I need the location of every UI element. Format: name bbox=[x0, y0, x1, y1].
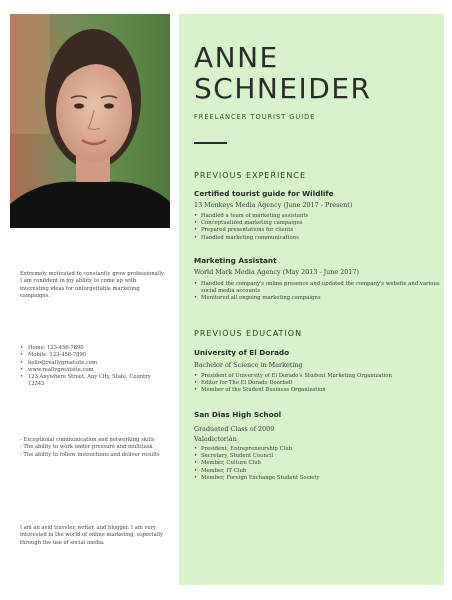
last-name: SCHNEIDER bbox=[194, 72, 372, 105]
list-item: • President of University of El Dorado's Student Marketing Organization bbox=[201, 373, 441, 380]
about-text: I am an avid traveler, writer, and blogger. I am very interested in the world of online marketing, especially through the use of social media. bbox=[20, 525, 163, 546]
school-detail: Bachelor of Science in Marketing bbox=[194, 361, 303, 369]
contact-home-phone: • Home: 123-456-7890 bbox=[28, 345, 168, 352]
job-title: Certified tourist guide for Wildlife bbox=[194, 189, 334, 198]
contact-address: • 123 Anywhere Street, Any City, State, Country 12345 bbox=[28, 374, 168, 389]
list-item: • Conceptualized marketing campaigns bbox=[201, 220, 441, 227]
list-item: • Handled marketing communications bbox=[201, 235, 441, 242]
list-item: • Member of the Student Business Organization bbox=[201, 387, 441, 394]
skill-item: - The ability to follow instructions and deliver results bbox=[20, 451, 160, 458]
school-bullets bbox=[194, 446, 441, 482]
profile-photo bbox=[10, 14, 170, 228]
job-bullets bbox=[194, 281, 441, 303]
contact-website[interactable]: • www.reallygreatsite.com bbox=[28, 367, 168, 374]
list-item: • Handled the company's online presence and updated the company's website and various social media accounts bbox=[201, 281, 441, 295]
contact-mobile-phone: • Mobile: 123-456-7890 bbox=[28, 352, 168, 359]
skills-list bbox=[20, 437, 170, 459]
school-detail: Graduated Class of 2009 bbox=[194, 425, 275, 433]
list-item: • Member, IT Club bbox=[201, 468, 441, 475]
education-heading: PREVIOUS EDUCATION bbox=[194, 329, 303, 338]
school-name: University of El Dorado bbox=[194, 348, 290, 357]
skill-item: - Exceptional communication and networking skills bbox=[20, 437, 155, 443]
school-name: San Dias High School bbox=[194, 410, 282, 419]
job-company: World Mark Media Agency (May 2013 - June 2017) bbox=[194, 268, 359, 276]
skill-item: - The ability to work under pressure and multitask bbox=[20, 444, 153, 451]
portrait-image bbox=[10, 14, 170, 228]
title-divider bbox=[194, 142, 227, 144]
list-item: • Editor for The El Dorado Doorbell bbox=[201, 380, 441, 387]
list-item: • Monitored all ongoing marketing campaigns bbox=[201, 295, 441, 302]
list-item: • Member, Foreign Exchange Student Society bbox=[201, 475, 441, 482]
experience-heading: PREVIOUS EXPERIENCE bbox=[194, 171, 307, 180]
job-title: Marketing Assistant bbox=[194, 256, 277, 265]
list-item: • Secretary, Student Council bbox=[201, 453, 441, 460]
list-item: • Handled a team of marketing assistants bbox=[201, 213, 441, 220]
list-item: • Member, Culture Club bbox=[201, 460, 441, 467]
contact-list bbox=[20, 345, 168, 389]
school-bullets bbox=[194, 373, 441, 395]
job-title-subtitle: FREELANCER TOURIST GUIDE bbox=[194, 113, 316, 121]
list-item: • Prepared presentations for clients bbox=[201, 227, 441, 234]
job-bullets bbox=[194, 213, 441, 242]
contact-email[interactable]: • hello@reallygreatsite.com bbox=[28, 360, 168, 367]
school-detail: Valedictorian bbox=[194, 435, 237, 443]
list-item: • President, Entrepreneurship Club bbox=[201, 446, 441, 453]
profile-summary: Extremely motivated to constantly grow professionally. I am confident in my ability to come up with interesting ideas for unforgettable marketing campaigns. bbox=[20, 271, 165, 299]
first-name: ANNE bbox=[194, 41, 279, 74]
job-company: 13 Monkeys Media Agency (June 2017 - Present) bbox=[194, 201, 353, 209]
name-heading bbox=[194, 42, 371, 104]
